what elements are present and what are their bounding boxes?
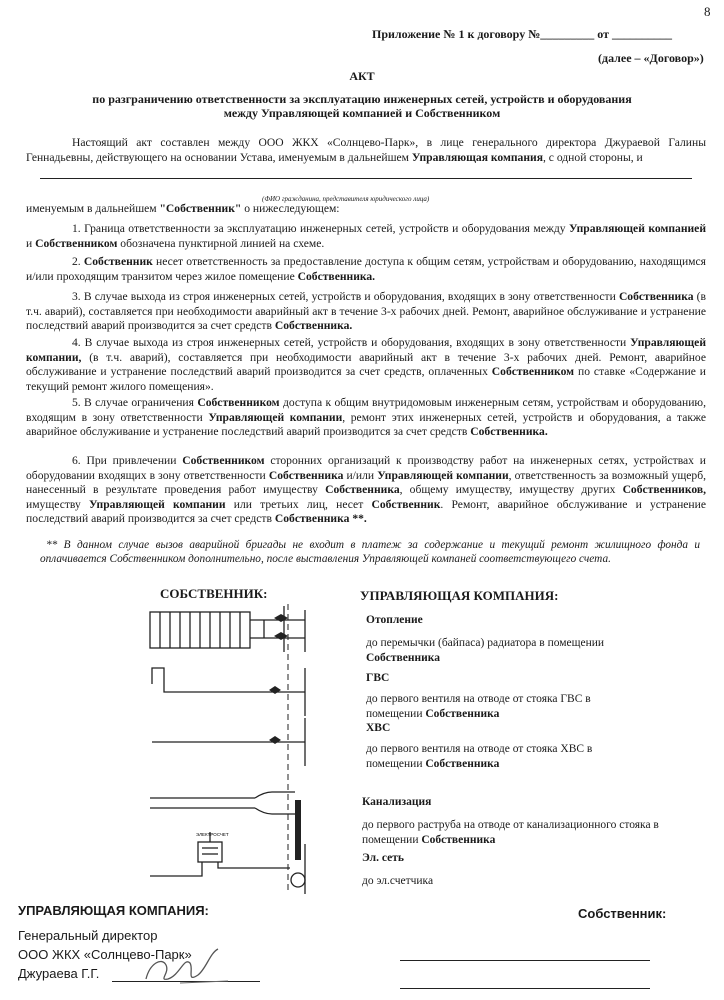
clause-1: 1. Граница ответственности за эксплуатацию инженерных сетей, устройств и оборудования между Управляющей компанией и Собственником обозначена пунктирной линией на схеме.	[26, 222, 707, 250]
doc-subtitle-1: по разграничению ответственности за эксплуатацию инженерных сетей, устройств и оборудования	[92, 92, 632, 106]
scheme-company-header: УПРАВЛЯЮЩАЯ КОМПАНИЯ:	[360, 588, 559, 603]
desc-heating: до перемычки (байпаса) радиатора в помещении Собственника	[366, 637, 605, 664]
contract-alias: (далее – «Договор»)	[598, 51, 704, 65]
valve-icon	[269, 686, 281, 694]
label-heating: Отопление	[366, 614, 423, 626]
clause-2: 2. Собственник несет ответственность за предоставление доступа к общим сетям, устройствам и оборудованию, находящимся и/или проходящим транзитом через жилое помещение Собственника.	[26, 255, 707, 283]
doc-title: АКТ	[349, 69, 375, 83]
valve-icon	[274, 632, 288, 640]
clause-5: 5. В случае ограничения Собственником доступа к общим внутридомовым инженерным сетям, устройствам и оборудованию, входящим в зону ответственности Управляющей компании, ремонт этих инженерных сетей, устройств и оборудования, а также аварийное обслуживание и устранение последствий аварий производится за счет средств Собственника.	[26, 396, 706, 439]
clause-6: 6. При привлечении Собственником сторонних организаций к производству работ на инженерных сетях, устройствах и оборудовании входящих в зону ответственности Собственника и/или Управляющей компании, ответственность за возможный ущерб, нанесенный в результате проведения работ имуществу Собственника, общему имуществу, имуществу других Собственников, имуществу Управляющей компании или третьих лиц, несет Собственник. Ремонт, аварийное обслуживание и устранение последствий аварий производится за счет средств Собственника **.	[26, 454, 707, 526]
doc-subtitle-2: между Управляющей компанией и Собственником	[223, 106, 501, 120]
page-number: 8	[704, 4, 711, 19]
sig-org: ООО ЖКХ «Солнцево-Парк»	[18, 947, 192, 962]
footnote: ** В данном случае вызов аварийной бригады не входит в платеж за содержание и текущий ремонт жилищного фонда и оплачивается Собственником дополнительно, после выставления Управляющей компаней соответствующего счета.	[40, 539, 700, 566]
desc-electric: до эл.счетчика	[362, 875, 434, 887]
sig-owner-header: Собственник:	[578, 906, 667, 921]
clause-4: 4. В случае выхода из строя инженерных сетей, устройств и оборудования, входящих в зону ответственности Управляющей компании, (в т.ч. аварий), составляется при необходимости аварийный акт в течение 3-х рабочих дней. Ремонт, аварийное обслуживание и устранение последствий аварий производится за счет средств, оплаченных Собственником по ставке «Содержание и текущий ремонт жилого помещения».	[26, 336, 706, 393]
intro-paragraph: Настоящий акт составлен между ООО ЖКХ «Солнцево-Парк», в лице генерального директора Джураевой Галины Геннадьевны, действующего на основании Устава, именуемым в дальнейшем Управляющая компания, с одной стороны, и	[26, 136, 706, 164]
responsibility-scheme	[140, 604, 330, 894]
label-hvs: ХВС	[366, 722, 391, 734]
clause-3: 3. В случае выхода из строя инженерных сетей, устройств и оборудования, входящих в зону ответственности Собственника (в т.ч. аварий), составляется при необходимости аварийный акт в течение 3-х рабочих дней. Ремонт, аварийное обслуживание и устранение последствий аварий производится за счет средств Собственника.	[26, 290, 706, 333]
sig-name: Джураева Г.Г.	[18, 966, 100, 981]
sig-owner-line-2	[400, 988, 650, 989]
appendix-line: Приложение № 1 к договору №_________ от __________	[372, 27, 672, 41]
desc-sewage: до первого раструба на отводе от канализационного стояка в помещении Собственника	[362, 819, 659, 846]
meter-label: ЭЛЕКТРОСЧЕТ	[196, 832, 229, 837]
sewage-riser	[295, 800, 301, 860]
sig-owner-line-1	[400, 960, 650, 961]
valve-icon	[274, 614, 288, 622]
valve-icon	[269, 736, 281, 744]
label-electric: Эл. сеть	[362, 852, 404, 864]
handwritten-signature	[140, 945, 240, 989]
radiator-icon	[150, 612, 250, 648]
desc-gvs: до первого вентиля на отводе от стояка ГВС в помещении Собственника	[366, 693, 591, 720]
desc-hvs: до первого вентиля на отводе от стояка ХВС в помещении Собственника	[366, 743, 593, 770]
fio-hint: (ФИО гражданина, представителя юридического лица)	[262, 195, 430, 203]
sig-company-header: УПРАВЛЯЮЩАЯ КОМПАНИЯ:	[18, 903, 209, 918]
scheme-owner-header: СОБСТВЕННИК:	[160, 586, 268, 601]
label-gvs: ГВС	[366, 672, 390, 684]
intro-named-line: именуемым в дальнейшем "Собственник" о нижеследующем:	[26, 202, 340, 215]
sig-position: Генеральный директор	[18, 928, 158, 943]
label-sewage: Канализация	[362, 796, 432, 808]
fio-blank-line	[40, 178, 692, 179]
